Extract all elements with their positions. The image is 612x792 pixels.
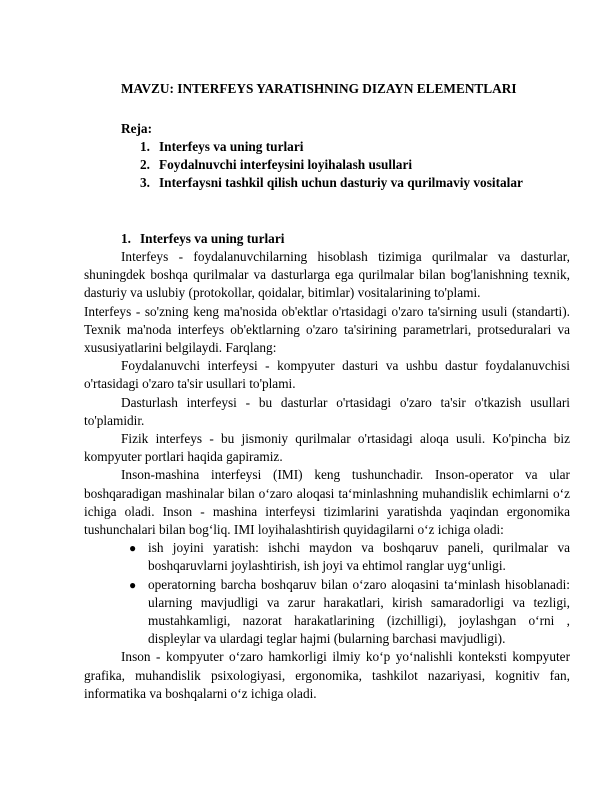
- bullet-icon: ●: [129, 577, 137, 592]
- plan-item-text: Foydalnuvchi interfeysini loyihalash usullari: [159, 157, 413, 173]
- list-item: [84, 576, 570, 649]
- plan-item: [140, 174, 523, 192]
- plan-item-number: 2.: [140, 157, 150, 173]
- plan-item-text: Interfaysni tashkil qilish uchun dasturiy va qurilmaviy vositalar: [159, 175, 523, 191]
- paragraph: Interfeys - so'zning keng ma'nosida ob'ektlar o'rtasidagi o'zaro ta'sirning usuli (standarti). Texnik ma'noda interfeys ob'ektlarning o'zaro ta'sirining parametrlari, protseduralari va xususiyatlarini belgilaydi. Farqlang:: [84, 303, 570, 356]
- paragraph: Inson-mashina interfeysi (IMI) keng tushunchadir. Inson-operator va ular boshqaradigan mashinalar bilan o‘zaro aloqasi ta‘minlashning muhandislik echimlarni o‘z ichiga oladi. Inson - mashina interfeysi tizimlarini yaratishda yaqindan ergonomika tushunchalari bilan bog‘liq. IMI loyihalashtirish quyidagilarni o‘z ichiga oladi:: [84, 467, 570, 538]
- section-heading: [121, 230, 284, 248]
- plan-item: [140, 138, 523, 156]
- plan-item-text: Interfeys va uning turlari: [159, 139, 304, 154]
- plan-heading: Reja:: [121, 121, 153, 136]
- plan-item-number: 3.: [140, 175, 150, 191]
- section-body: [84, 248, 570, 703]
- bullet-icon: ●: [129, 541, 137, 556]
- plan-list: [140, 138, 523, 193]
- paragraph: Foydalanuvchi interfeysi - kompyuter dasturi va ushbu dastur foydalanuvchisi o'rtasidagi o'zaro ta'sir usullari to'plami.: [84, 358, 570, 392]
- paragraph: Dasturlash interfeysi - bu dasturlar o'rtasidagi o'zaro ta'sir o'tkazish usullari to'plamidir.: [84, 394, 570, 428]
- paragraph: Fizik interfeys - bu jismoniy qurilmalar o'rtasidagi aloqa usuli. Ko'pincha biz kompyuter portlari haqida gapiramiz.: [84, 431, 570, 465]
- section-number: 1.: [121, 231, 131, 246]
- plan-item: [140, 156, 523, 174]
- list-item-text: ish joyini yaratish: ishchi maydon va boshqaruv paneli, qurilmalar va boshqaruvlarni joylashtirish, ish joyi va ehtimol ranglar uyg‘unligi.: [148, 540, 570, 574]
- paragraph: Interfeys - foydalanuvchilarning hisoblash tizimiga qurilmalar va dasturlar, shuningdek boshqa qurilmalar va dasturlarga ega qurilmalar bilan bog'lanishning texnik, dasturiy va uslubiy (protokollar, qoidalar, bitimlar) vositalarining to'plami.: [84, 249, 570, 301]
- bullet-list: [84, 539, 570, 648]
- page-title: MAVZU: INTERFEYS YARATISHNING DIZAYN ELEMENTLARI: [121, 81, 517, 96]
- list-item: [84, 539, 570, 575]
- section-title: Interfeys va uning turlari: [140, 231, 285, 246]
- plan-item-number: 1.: [140, 139, 150, 154]
- paragraph: Inson - kompyuter o‘zaro hamkorligi ilmiy ko‘p yo‘nalishli konteksti kompyuter grafika, muhandislik psixologiyasi, ergonomika, tashkilot nazariyasi, kognitiv fan, informatika va boshqalarni o‘z ichiga oladi.: [84, 649, 570, 701]
- list-item-text: operatorning barcha boshqaruv bilan o‘zaro aloqasini ta‘minlash hisoblanadi: ularning mavjudligi va zarur harakatlari, kirish samaradorligi va tezligi, mustahkamligi, nazorat harakatlarining (izchilligi), joylashgan o‘rni , displeylar va ulardagi teglar hajmi (bularning barchasi mavjudligi).: [148, 576, 570, 647]
